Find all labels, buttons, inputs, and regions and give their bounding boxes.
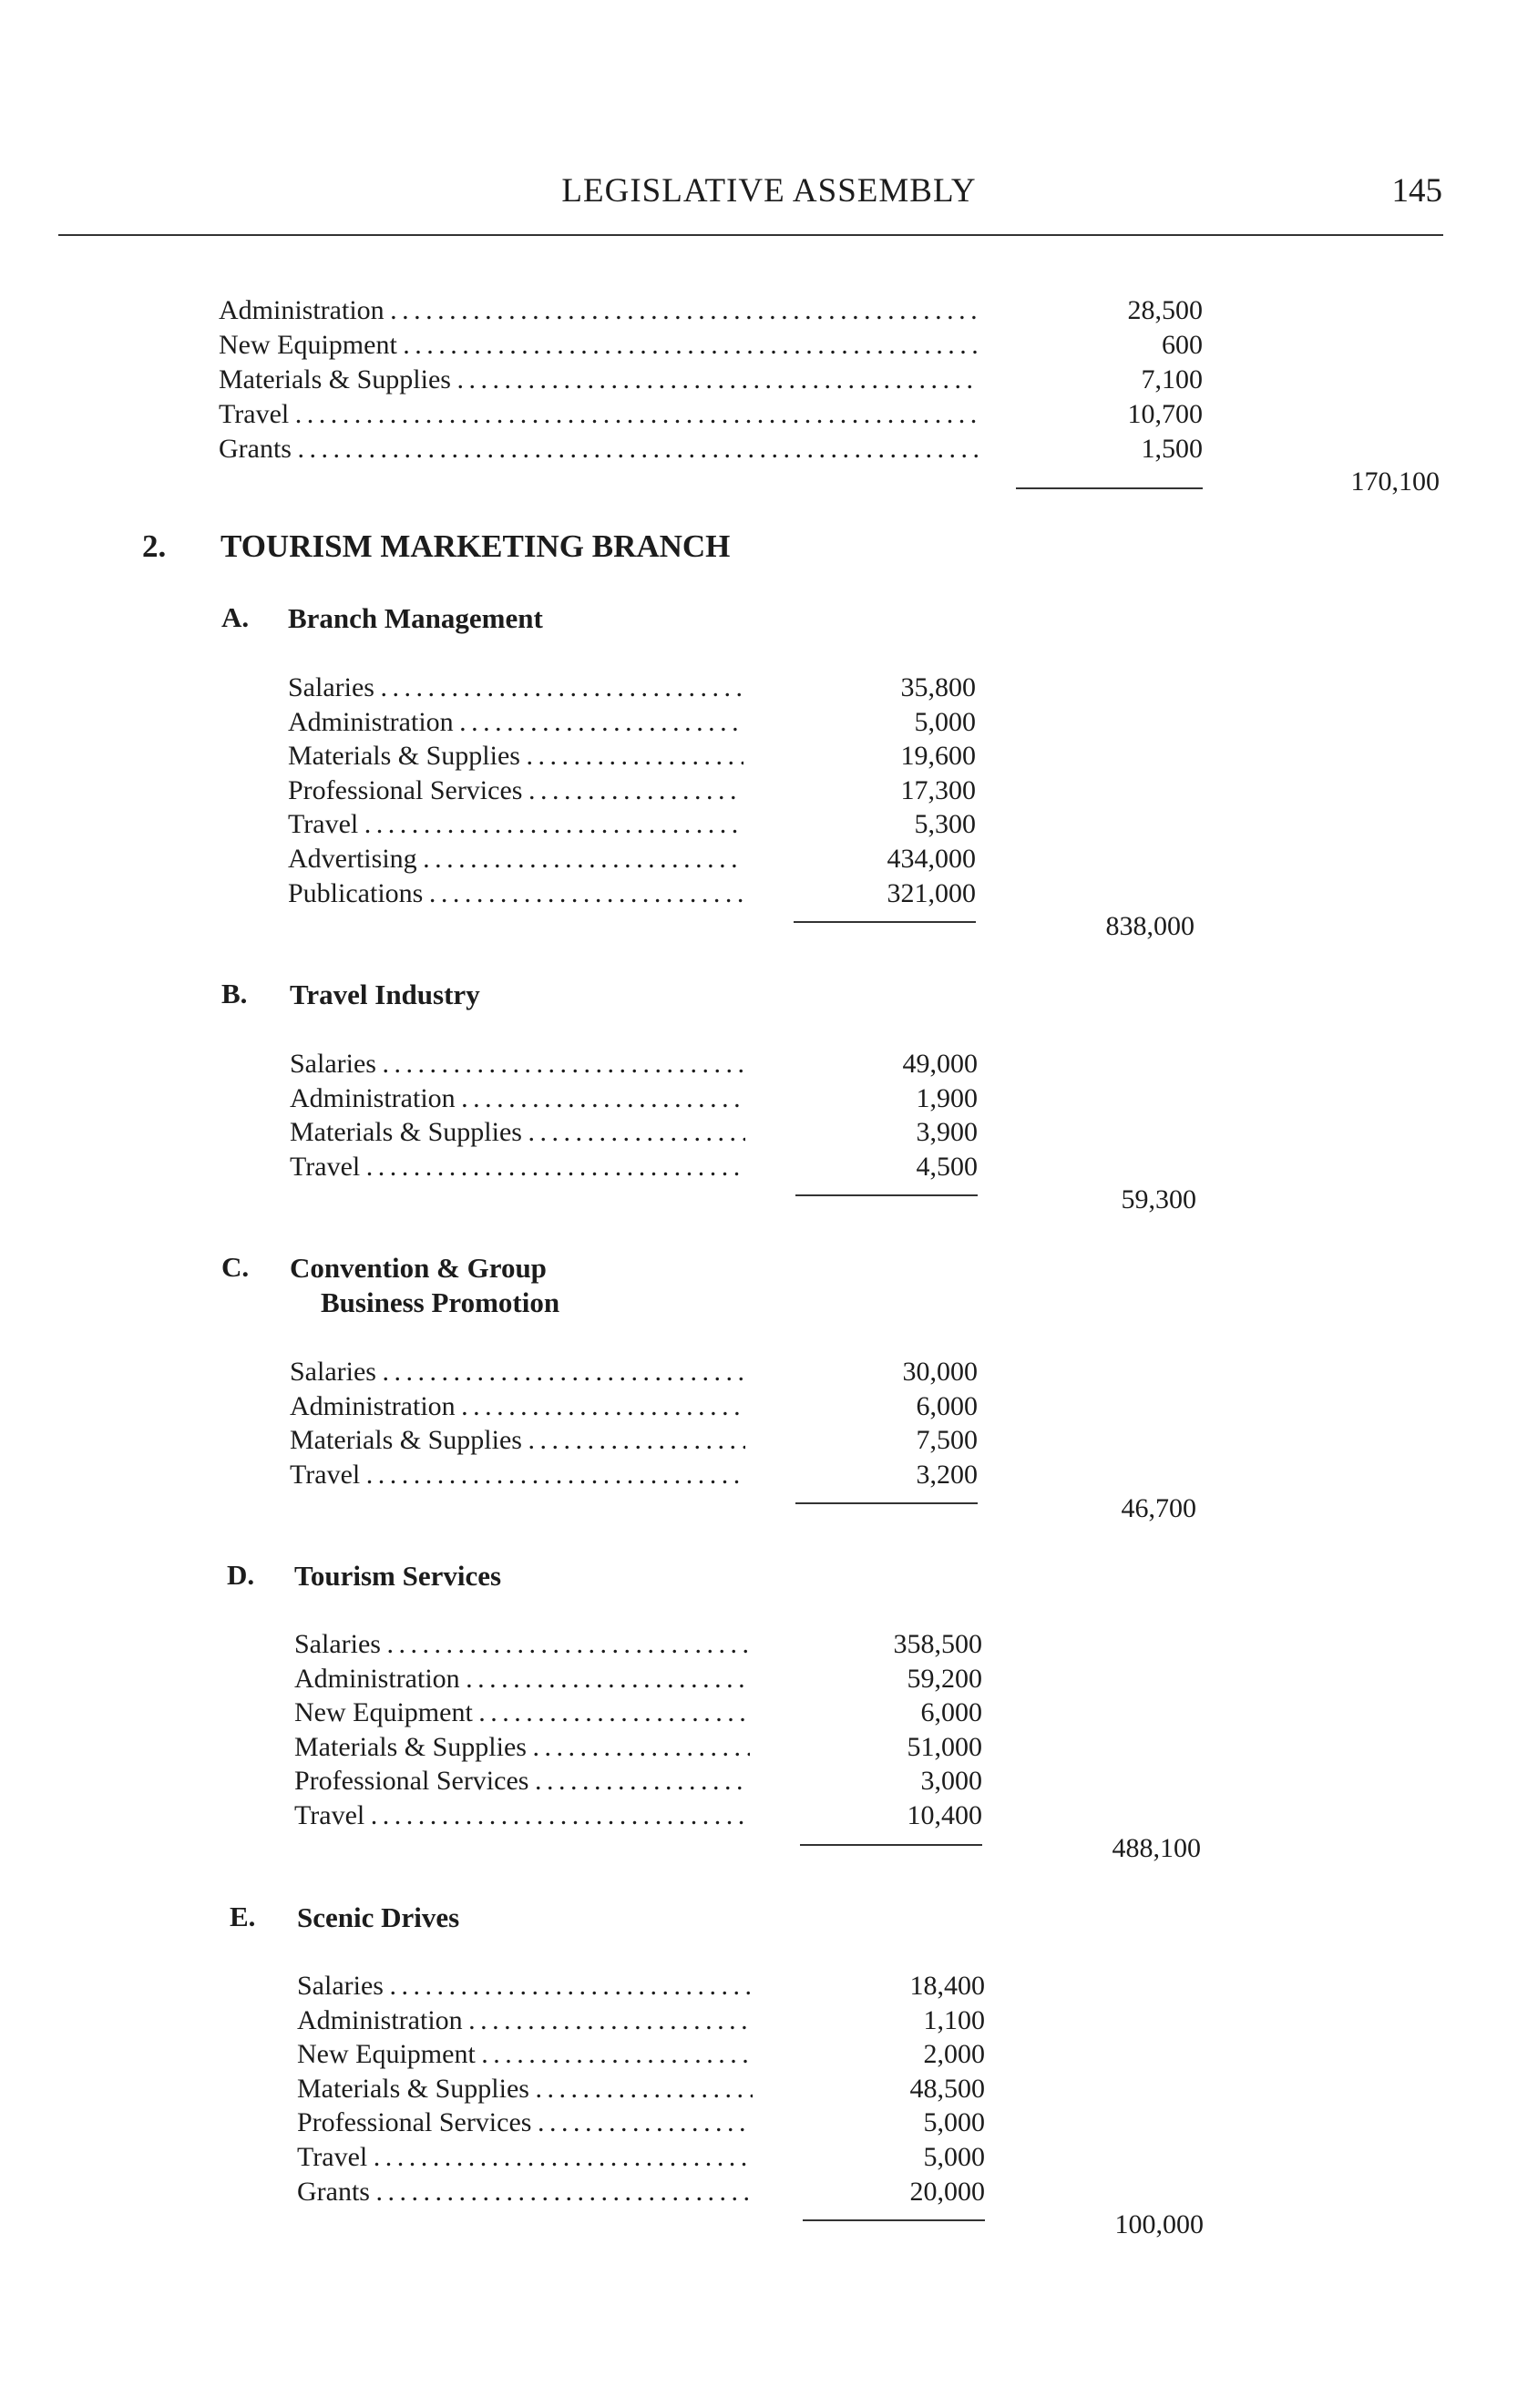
section-total: 838,000: [1105, 911, 1195, 941]
line-item-label: Grants . . .: [219, 432, 979, 466]
line-item-label: Professional Services . . .: [297, 2106, 753, 2140]
line-item-amount: 19,600: [900, 741, 976, 772]
line-item: [219, 328, 1203, 363]
line-item-amount: 2,000: [923, 2039, 985, 2070]
section-letter: E.: [230, 1901, 256, 1932]
section-title: Convention & Group: [290, 1252, 547, 1284]
line-item: [288, 705, 976, 740]
line-item-amount: 6,000: [920, 1697, 982, 1728]
line-item-amount: 3,000: [920, 1766, 982, 1797]
line-item-label: Administration . . .: [294, 1662, 750, 1696]
line-item-label: Professional Services . . .: [288, 774, 743, 808]
line-item-amount: 600: [1162, 330, 1203, 360]
line-item: [297, 2106, 985, 2140]
section-total: 46,700: [1121, 1493, 1196, 1523]
section-letter: C.: [221, 1251, 250, 1283]
line-item: [294, 1696, 982, 1730]
line-item: [219, 432, 1203, 466]
line-item: [288, 876, 976, 911]
line-item-amount: 434,000: [887, 844, 976, 874]
line-item-label: Administration . . .: [288, 705, 743, 740]
line-item-label: Salaries . . .: [297, 1969, 753, 2003]
line-item: [290, 1458, 978, 1492]
line-item-amount: 17,300: [900, 774, 976, 805]
line-item-label: Travel . . .: [297, 2140, 753, 2175]
line-item: [290, 1389, 978, 1424]
line-item-label: Materials & Supplies . . .: [294, 1730, 750, 1765]
line-item-amount: 5,000: [914, 706, 976, 737]
line-item: [297, 2037, 985, 2072]
subtotal-rule: [800, 1844, 982, 1846]
line-item-label: Salaries . . .: [290, 1047, 745, 1081]
section-title: Scenic Drives: [297, 1901, 460, 1933]
line-item-amount: 20,000: [909, 2176, 985, 2207]
line-item-amount: 10,700: [1127, 399, 1203, 429]
line-item-label: Salaries . . .: [290, 1355, 745, 1389]
line-item-label: New Equipment . . .: [219, 328, 979, 363]
line-item-amount: 49,000: [902, 1049, 978, 1079]
line-item: [294, 1627, 982, 1662]
line-item: [219, 397, 1203, 432]
line-item-amount: 7,500: [916, 1425, 978, 1456]
section-letter: A.: [221, 601, 250, 633]
section-total: 59,300: [1121, 1184, 1196, 1214]
line-item-amount: 18,400: [909, 1971, 985, 2001]
section-letter: D.: [227, 1559, 255, 1591]
page-header-title: LEGISLATIVE ASSEMBLY: [561, 172, 977, 210]
line-item-label: Materials & Supplies . . .: [219, 363, 979, 397]
line-item-amount: 3,200: [916, 1459, 978, 1490]
line-item-label: Publications . . .: [288, 876, 743, 911]
line-item-amount: 5,000: [923, 2107, 985, 2138]
line-item: [219, 293, 1203, 328]
line-item: [288, 807, 976, 842]
line-item: [294, 1798, 982, 1833]
line-item-amount: 5,300: [914, 809, 976, 840]
line-item-amount: 30,000: [902, 1357, 978, 1387]
line-item-label: Administration . . .: [297, 2003, 753, 2038]
line-item: [294, 1662, 982, 1696]
subtotal-rule: [794, 921, 976, 923]
line-item-amount: 3,900: [916, 1117, 978, 1148]
line-item: [297, 2140, 985, 2175]
line-item: [288, 671, 976, 705]
line-item: [294, 1730, 982, 1765]
page-number: 145: [1391, 172, 1442, 210]
line-item-label: Travel . . .: [290, 1458, 745, 1492]
line-item-label: Salaries . . .: [288, 671, 743, 705]
line-item: [297, 2003, 985, 2038]
line-item: [219, 363, 1203, 397]
line-item-label: Grants . . .: [297, 2175, 753, 2209]
line-item-amount: 35,800: [900, 672, 976, 702]
line-item: [297, 2072, 985, 2106]
line-item: [294, 1764, 982, 1798]
line-item-label: Materials & Supplies . . .: [297, 2072, 753, 2106]
line-item-label: Administration . . .: [290, 1081, 745, 1116]
line-item-label: Materials & Supplies . . .: [288, 739, 743, 774]
line-item-label: Salaries . . .: [294, 1627, 750, 1662]
line-item-amount: 6,000: [916, 1390, 978, 1421]
line-item: [290, 1355, 978, 1389]
line-item-label: Travel . . .: [294, 1798, 750, 1833]
section-title: Branch Management: [288, 602, 543, 634]
line-item-amount: 5,000: [923, 2142, 985, 2172]
section-total: 488,100: [1112, 1833, 1201, 1863]
line-item-amount: 7,100: [1141, 364, 1203, 395]
line-item-amount: 4,500: [916, 1151, 978, 1182]
line-item-amount: 48,500: [909, 2073, 985, 2104]
section-title: Business Promotion: [321, 1286, 560, 1318]
line-item: [290, 1150, 978, 1184]
line-item-amount: 1,900: [916, 1082, 978, 1113]
line-item-label: Administration . . .: [219, 293, 979, 328]
line-item-amount: 1,100: [923, 2004, 985, 2035]
line-item-label: Materials & Supplies . . .: [290, 1423, 745, 1458]
line-item: [290, 1115, 978, 1150]
subtotal-rule: [795, 1502, 978, 1504]
line-item: [288, 842, 976, 876]
section-title: Tourism Services: [294, 1560, 502, 1592]
section-letter: B.: [221, 978, 248, 1009]
line-item-amount: 51,000: [907, 1731, 982, 1762]
line-item-label: Professional Services . . .: [294, 1764, 750, 1798]
line-item: [290, 1081, 978, 1116]
subtotal-rule: [795, 1194, 978, 1196]
line-item: [290, 1423, 978, 1458]
section-total: 100,000: [1114, 2209, 1204, 2239]
branch-title: TOURISM MARKETING BRANCH: [220, 528, 731, 564]
grand-total: 170,100: [1350, 466, 1440, 497]
line-item-amount: 59,200: [907, 1663, 982, 1694]
section-title: Travel Industry: [290, 979, 480, 1010]
line-item-amount: 321,000: [887, 877, 976, 908]
line-item: [288, 774, 976, 808]
line-item-amount: 10,400: [907, 1800, 982, 1830]
branch-number: 2.: [142, 528, 167, 564]
subtotal-rule: [803, 2219, 985, 2221]
line-item-label: Materials & Supplies . . .: [290, 1115, 745, 1150]
line-item: [297, 1969, 985, 2003]
line-item: [297, 2175, 985, 2209]
line-item-label: New Equipment . . .: [294, 1696, 750, 1730]
line-item-label: Administration . . .: [290, 1389, 745, 1424]
line-item-amount: 28,500: [1127, 295, 1203, 325]
header-rule: [58, 234, 1443, 236]
line-item-amount: 1,500: [1141, 434, 1203, 464]
line-item-label: Advertising . . .: [288, 842, 743, 876]
line-item-label: Travel . . .: [288, 807, 743, 842]
line-item-label: Travel . . .: [290, 1150, 745, 1184]
line-item-label: Travel . . .: [219, 397, 979, 432]
line-item-label: New Equipment . . .: [297, 2037, 753, 2072]
line-item: [290, 1047, 978, 1081]
line-item: [288, 739, 976, 774]
subtotal-rule: [1016, 487, 1203, 489]
line-item-amount: 358,500: [893, 1629, 982, 1659]
